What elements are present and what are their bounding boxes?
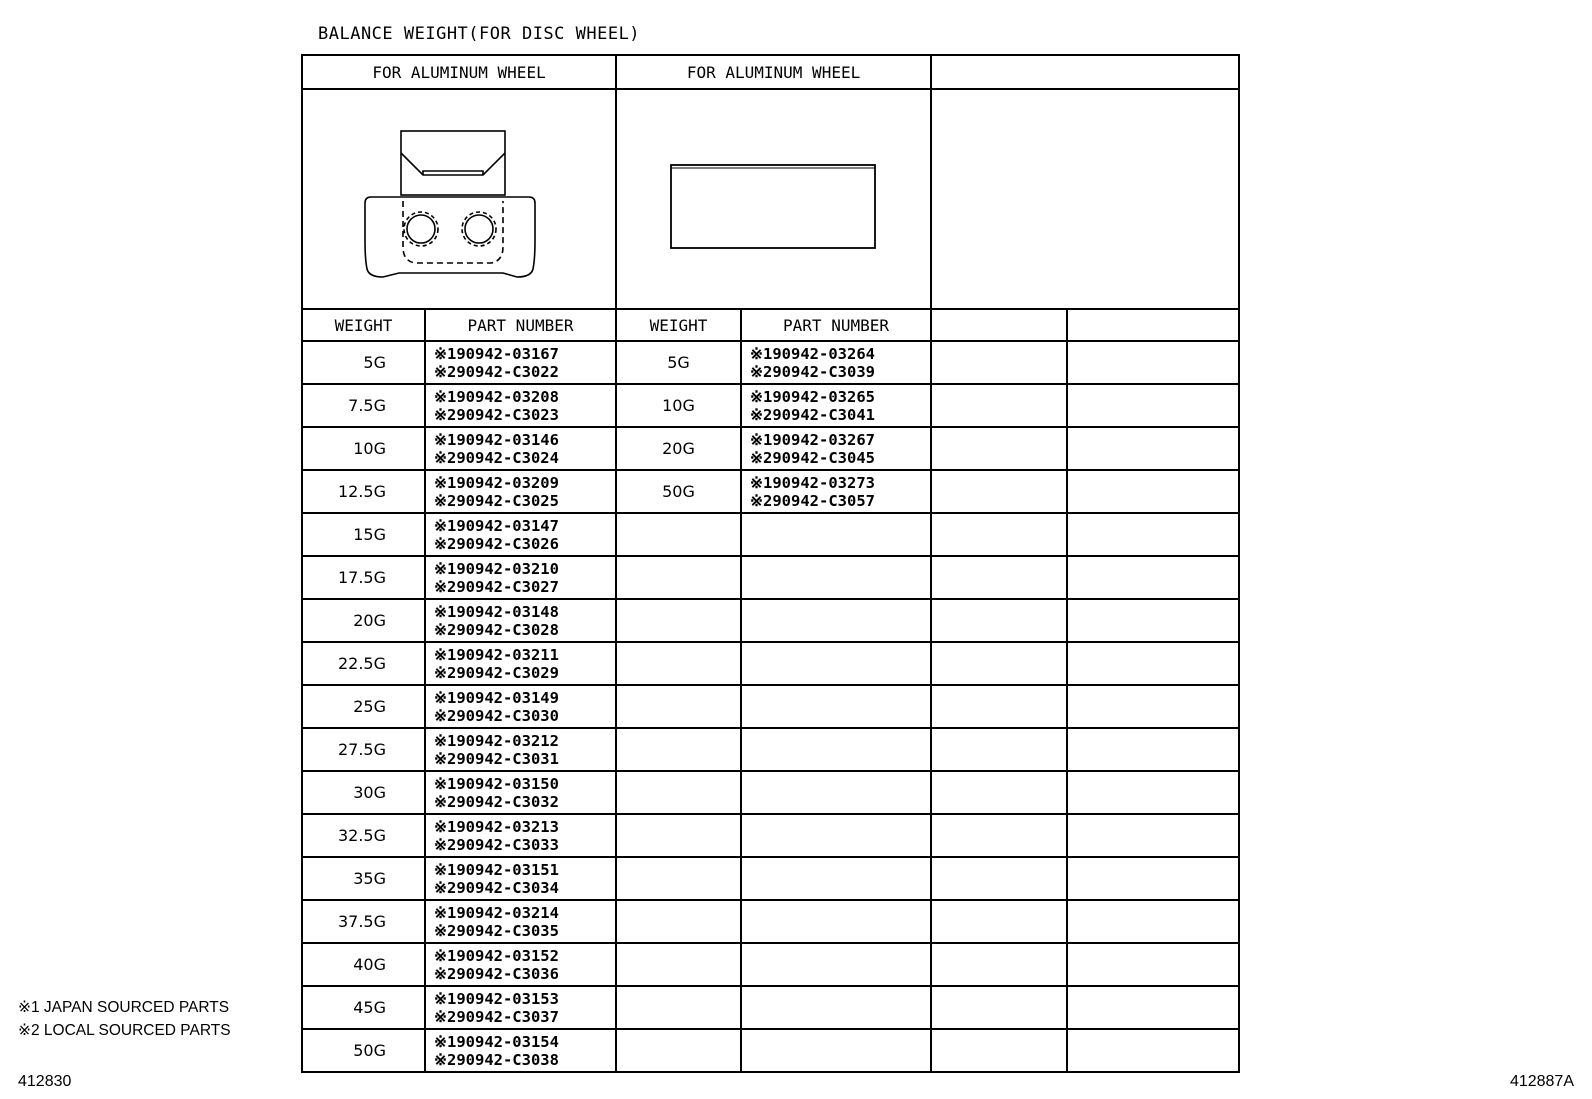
empty-cell — [931, 814, 1067, 857]
japan-part-number: ※190942-03152 — [434, 946, 559, 965]
weight-header-1: WEIGHT — [302, 309, 425, 341]
table-row — [302, 728, 1239, 771]
japan-part-number: ※190942-03148 — [434, 602, 559, 621]
empty-cell — [1067, 943, 1239, 986]
empty-cell — [931, 427, 1067, 470]
empty-cell — [741, 728, 931, 771]
weight-cell: 32.5G — [302, 814, 425, 857]
part-number-cell — [741, 470, 931, 513]
empty-cell — [1067, 341, 1239, 384]
empty-cell — [741, 900, 931, 943]
table-row — [302, 1029, 1239, 1072]
empty-cell — [741, 642, 931, 685]
weight-cell: 7.5G — [302, 384, 425, 427]
local-part-number: ※290942-C3024 — [434, 448, 559, 467]
table-row — [302, 986, 1239, 1029]
weight-header-2: WEIGHT — [616, 309, 741, 341]
empty-cell — [741, 685, 931, 728]
empty-cell — [931, 771, 1067, 814]
local-part-number: ※290942-C3041 — [750, 405, 875, 424]
weight-cell: 17.5G — [302, 556, 425, 599]
empty-cell — [931, 341, 1067, 384]
local-part-number: ※290942-C3045 — [750, 448, 875, 467]
empty-cell — [616, 556, 741, 599]
japan-part-number: ※190942-03210 — [434, 559, 559, 578]
part-number-header-2: PART NUMBER — [741, 309, 931, 341]
empty-cell — [741, 599, 931, 642]
figure-code-left: 412830 — [18, 1073, 72, 1090]
empty-cell — [616, 642, 741, 685]
japan-part-number: ※190942-03154 — [434, 1032, 559, 1051]
empty-cell — [616, 685, 741, 728]
table-row — [302, 599, 1239, 642]
empty-cell — [616, 986, 741, 1029]
weight-cell: 10G — [302, 427, 425, 470]
table-row — [302, 341, 1239, 384]
local-part-number: ※290942-C3033 — [434, 835, 559, 854]
empty-cell — [741, 857, 931, 900]
japan-part-number: ※190942-03214 — [434, 903, 559, 922]
table-row — [302, 771, 1239, 814]
empty-cell — [616, 513, 741, 556]
empty-cell — [931, 513, 1067, 556]
local-part-number: ※290942-C3023 — [434, 405, 559, 424]
empty-cell — [931, 943, 1067, 986]
japan-part-number: ※190942-03267 — [750, 430, 875, 449]
empty-cell — [931, 986, 1067, 1029]
weight-cell: 50G — [302, 1029, 425, 1072]
table-row — [302, 814, 1239, 857]
empty-cell — [931, 728, 1067, 771]
tape-weight-illustration — [616, 89, 931, 309]
part-number-cell — [425, 986, 616, 1029]
empty-cell — [1067, 728, 1239, 771]
table-row — [302, 685, 1239, 728]
empty-cell — [931, 556, 1067, 599]
table-row — [302, 556, 1239, 599]
japan-part-number: ※190942-03167 — [434, 344, 559, 363]
empty-cell — [1067, 900, 1239, 943]
local-part-number: ※290942-C3036 — [434, 964, 559, 983]
local-part-number: ※290942-C3027 — [434, 577, 559, 596]
empty-cell — [1067, 685, 1239, 728]
japan-part-number: ※190942-03151 — [434, 860, 559, 879]
empty-cell — [1067, 771, 1239, 814]
table-row — [302, 470, 1239, 513]
empty-cell — [616, 943, 741, 986]
part-number-cell — [425, 814, 616, 857]
part-number-cell — [425, 384, 616, 427]
empty-cell — [616, 728, 741, 771]
empty-cell — [1067, 814, 1239, 857]
table-row — [302, 513, 1239, 556]
part-number-cell — [425, 599, 616, 642]
local-part-number: ※290942-C3025 — [434, 491, 559, 510]
empty-cell — [931, 384, 1067, 427]
empty-cell — [741, 943, 931, 986]
figure-code-right: 412887A — [1509, 1073, 1574, 1090]
table-row — [302, 642, 1239, 685]
empty-cell — [616, 814, 741, 857]
table-row — [302, 943, 1239, 986]
empty-illustration — [931, 89, 1239, 309]
empty-cell — [741, 1029, 931, 1072]
local-part-number: ※290942-C3038 — [434, 1050, 559, 1069]
part-number-cell — [425, 771, 616, 814]
empty-cell — [616, 1029, 741, 1072]
japan-part-number: ※190942-03265 — [750, 387, 875, 406]
japan-part-number: ※190942-03212 — [434, 731, 559, 750]
local-part-number: ※290942-C3030 — [434, 706, 559, 725]
local-part-number: ※290942-C3057 — [750, 491, 875, 510]
part-number-cell — [425, 642, 616, 685]
empty-cell — [741, 771, 931, 814]
empty-cell — [741, 556, 931, 599]
parts-table — [301, 54, 1240, 1073]
local-part-number: ※290942-C3022 — [434, 362, 559, 381]
part-number-cell — [741, 341, 931, 384]
local-part-number: ※290942-C3026 — [434, 534, 559, 553]
japan-part-number: ※190942-03213 — [434, 817, 559, 836]
part-number-cell — [741, 384, 931, 427]
weight-cell: 20G — [302, 599, 425, 642]
empty-cell — [1067, 642, 1239, 685]
part-number-header-1: PART NUMBER — [425, 309, 616, 341]
weight-cell: 5G — [616, 341, 741, 384]
japan-part-number: ※190942-03209 — [434, 473, 559, 492]
tape-weight-icon — [617, 91, 929, 307]
empty-cell — [931, 1029, 1067, 1072]
empty-cell — [616, 900, 741, 943]
local-part-number: ※290942-C3039 — [750, 362, 875, 381]
local-part-number: ※290942-C3029 — [434, 663, 559, 682]
part-number-cell — [425, 1029, 616, 1072]
empty-header — [931, 309, 1067, 341]
japan-part-number: ※190942-03208 — [434, 387, 559, 406]
footnote-local: ※2 LOCAL SOURCED PARTS — [18, 1022, 231, 1039]
page-title: BALANCE WEIGHT(FOR DISC WHEEL) — [318, 24, 641, 44]
empty-cell — [931, 470, 1067, 513]
weight-cell: 45G — [302, 986, 425, 1029]
part-number-cell — [425, 943, 616, 986]
weight-cell: 25G — [302, 685, 425, 728]
part-number-cell — [425, 470, 616, 513]
empty-cell — [616, 599, 741, 642]
weight-cell: 27.5G — [302, 728, 425, 771]
empty-cell — [931, 599, 1067, 642]
japan-part-number: ※190942-03273 — [750, 473, 875, 492]
part-number-cell — [425, 556, 616, 599]
part-number-cell — [425, 513, 616, 556]
empty-header — [1067, 309, 1239, 341]
table-row — [302, 900, 1239, 943]
header-col1: FOR ALUMINUM WHEEL — [302, 55, 616, 89]
clip-weight-illustration — [302, 89, 616, 309]
empty-cell — [931, 685, 1067, 728]
japan-part-number: ※190942-03146 — [434, 430, 559, 449]
header-col3 — [931, 55, 1239, 89]
empty-cell — [1067, 1029, 1239, 1072]
table-row — [302, 857, 1239, 900]
empty-cell — [931, 900, 1067, 943]
header-col2: FOR ALUMINUM WHEEL — [616, 55, 931, 89]
japan-part-number: ※190942-03150 — [434, 774, 559, 793]
japan-part-number: ※190942-03264 — [750, 344, 875, 363]
empty-cell — [931, 642, 1067, 685]
weight-cell: 15G — [302, 513, 425, 556]
empty-cell — [616, 857, 741, 900]
weight-cell: 30G — [302, 771, 425, 814]
empty-cell — [931, 857, 1067, 900]
empty-cell — [741, 513, 931, 556]
part-number-cell — [425, 857, 616, 900]
empty-cell — [1067, 857, 1239, 900]
local-part-number: ※290942-C3031 — [434, 749, 559, 768]
local-part-number: ※290942-C3032 — [434, 792, 559, 811]
japan-part-number: ※190942-03149 — [434, 688, 559, 707]
local-part-number: ※290942-C3028 — [434, 620, 559, 639]
empty-cell — [741, 814, 931, 857]
empty-cell — [1067, 986, 1239, 1029]
footnote-japan: ※1 JAPAN SOURCED PARTS — [18, 999, 230, 1016]
table-row — [302, 427, 1239, 470]
japan-part-number: ※190942-03147 — [434, 516, 559, 535]
part-number-cell — [425, 900, 616, 943]
japan-part-number: ※190942-03153 — [434, 989, 559, 1008]
empty-cell — [1067, 599, 1239, 642]
part-number-cell — [425, 427, 616, 470]
empty-cell — [1067, 384, 1239, 427]
part-number-cell — [425, 685, 616, 728]
weight-cell: 12.5G — [302, 470, 425, 513]
weight-cell: 35G — [302, 857, 425, 900]
weight-cell: 50G — [616, 470, 741, 513]
empty-cell — [1067, 513, 1239, 556]
weight-cell: 22.5G — [302, 642, 425, 685]
empty-cell — [1067, 427, 1239, 470]
weight-cell: 5G — [302, 341, 425, 384]
clip-weight-icon — [303, 91, 613, 307]
table-row — [302, 384, 1239, 427]
empty-cell — [1067, 470, 1239, 513]
part-number-cell — [425, 341, 616, 384]
local-part-number: ※290942-C3035 — [434, 921, 559, 940]
part-number-cell — [425, 728, 616, 771]
weight-cell: 10G — [616, 384, 741, 427]
weight-cell: 20G — [616, 427, 741, 470]
part-number-cell — [741, 427, 931, 470]
japan-part-number: ※190942-03211 — [434, 645, 559, 664]
local-part-number: ※290942-C3034 — [434, 878, 559, 897]
empty-cell — [1067, 556, 1239, 599]
weight-cell: 40G — [302, 943, 425, 986]
local-part-number: ※290942-C3037 — [434, 1007, 559, 1026]
empty-cell — [616, 771, 741, 814]
weight-cell: 37.5G — [302, 900, 425, 943]
empty-cell — [741, 986, 931, 1029]
